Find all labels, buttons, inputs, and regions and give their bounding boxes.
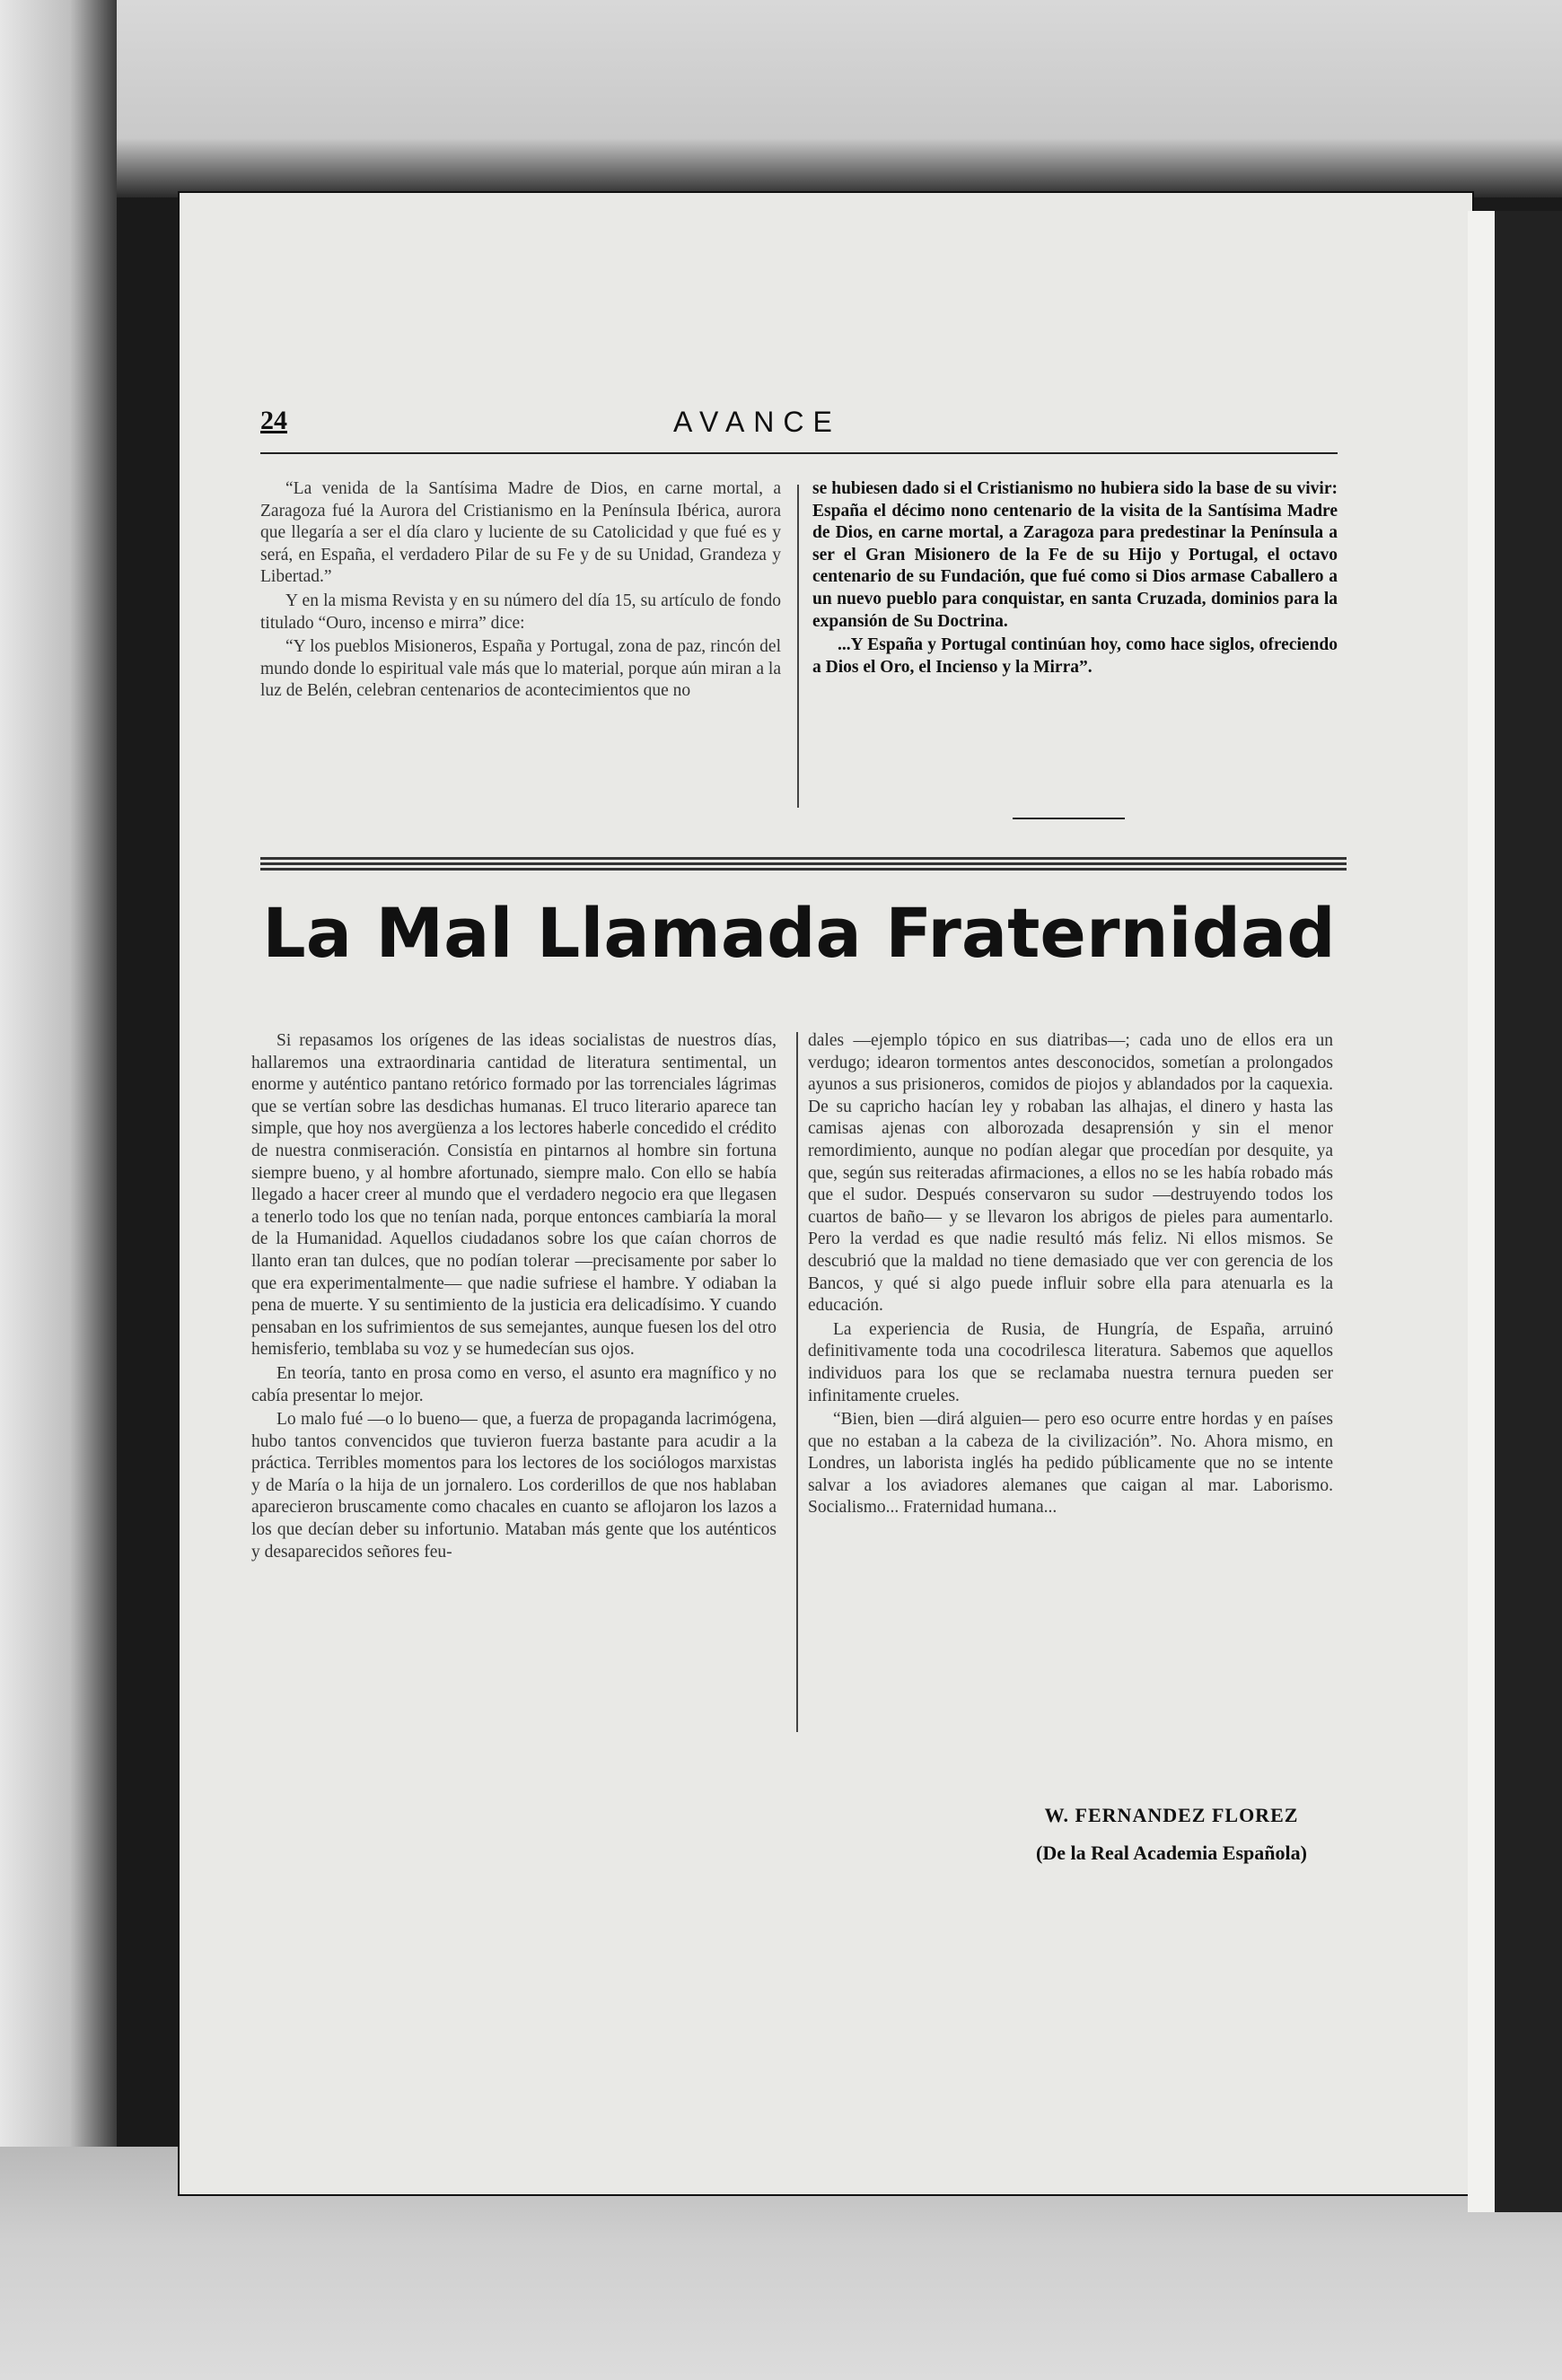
paragraph: Y en la misma Revista y en su número del día 15, su artículo de fondo titulado “Ouro, incenso e mirra” dice: bbox=[260, 591, 781, 633]
column-rule bbox=[796, 1032, 798, 1732]
journal-title: AVANCE bbox=[673, 406, 841, 438]
paragraph: La experiencia de Rusia, de Hungría, de España, arruinó definitivamente toda una cocodrilesca literatura. Sabemos que aquellos individuos para los que se reclamaba nuestra ternura pueden ser infinitamente crueles. bbox=[808, 1319, 1333, 1405]
paragraph: Si repasamos los orígenes de las ideas socialistas de nuestros días, hallaremos una extraordinaria cantidad de literatura sentimental, un enorme y auténtico pantano retórico formado por las torrenciales lágrimas que se vertían sobre las desdichas humanas. El truco literario aparece tan simple, que hoy nos avergüenza a los lectores haberle concedido el crédito de nuestra conmiseración. Consistía en pintarnos al hombre sin fortuna siempre bueno, y al hombre afortunado, siempre malo. Con ello se había llegado a hacer creer al mundo que el verdadero negocio era que llegasen a tenerlo todo los que no tenían nada, porque entonces cambiaría la moral de la Humanidad. Aquellos ciudadanos sobre los que caían chorros de llanto eran tan dulces, que no podían tolerar —precisamente por saber lo que era experimentalmente— que nadie sufriese el hambre. Y odiaban la pena de muerte. Y su sentimiento de la justicia era delicadísimo. Y cuando pensaban en los sufrimientos de sus semejantes, aunque fuesen los del otro hemisferio, temblaba su voz y se humedecían sus ojos. bbox=[251, 1031, 777, 1360]
top-article-left-column bbox=[260, 478, 781, 704]
article-signature bbox=[983, 1804, 1360, 1865]
paragraph: “La venida de la Santísima Madre de Dios, en carne mortal, a Zaragoza fué la Aurora del Cristianismo en la Península Ibérica, aurora que llegaría a ser el día claro y luciente de su Catolicidad y que fué es y será, en España, el verdadero Pilar de su Fe y de su Unidad, Grandeza y Libertad.” bbox=[260, 479, 781, 587]
page-edge bbox=[1468, 211, 1495, 2212]
closing-rule bbox=[1013, 818, 1125, 819]
page-number: 24 bbox=[260, 406, 287, 435]
article-right-column bbox=[808, 1030, 1333, 1521]
article-title: La Mal Llamada Fraternidad bbox=[262, 893, 1336, 973]
paragraph: “Y los pueblos Misioneros, España y Portugal, zona de paz, rincón del mundo donde lo espiritual vale más que lo material, porque aún miran a la luz de Belén, celebran centenarios de acontecimientos que no bbox=[260, 637, 781, 701]
scan-edge-right bbox=[1495, 211, 1562, 2212]
paragraph: ...Y España y Portugal continúan hoy, como hace siglos, ofreciendo a Dios el Oro, el Incienso y la Mirra”. bbox=[812, 635, 1338, 677]
section-divider bbox=[260, 857, 1347, 875]
author-affiliation: (De la Real Academia Española) bbox=[1036, 1842, 1307, 1864]
paragraph: se hubiesen dado si el Cristianismo no hubiera sido la base de su vivir: España el décimo nono centenario de la visita de la Santísima Madre de Dios, en carne mortal, a Zaragoza para predestinar la Península a ser el Gran Misionero de la Fe de su Hijo y Portugal, el octavo centenario de su Fundación, que fué como si Dios armase Caballero a un nuevo pueblo para conquistar, en santa Cruzada, dominios para la expansión de Su Doctrina. bbox=[812, 479, 1338, 631]
article-left-column bbox=[251, 1030, 777, 1565]
column-rule bbox=[797, 485, 799, 808]
paragraph: dales —ejemplo tópico en sus diatribas—; cada uno de ellos era un verdugo; idearon tormentos antes desconocidos, sometían a prolongados ayunos a sus prisioneros, comidos de piojos y ablandados por la caquexia. De su capricho hacían ley y robaban las alhajas, el dinero y hasta las camisas ajenas con alborozada desaprensión y sin el menor remordimiento, aunque no podían alegar que procedían por desquite, ya que, según sus reiteradas afirmaciones, a ellos no se les había robado más que el sudor. Después conservaron su sudor —destruyendo todos los cuartos de baño— y se llevaron los abrigos de pieles para aumentarlo. Pero la verdad es que nadie resultó más feliz. Ni ellos mismos. Se descubrió que la maldad no tiene demasiado que ver con gerencia de los Bancos, y qué si algo puede influir sobre ella para atenuarla es la educación. bbox=[808, 1031, 1333, 1316]
paragraph: “Bien, bien —dirá alguien— pero eso ocurre entre hordas y en países que no estaban a la cabeza de la civilización”. No. Ahora mismo, en Londres, un laborista inglés ha pedido públicamente que no se intente salvar a los aviadores alemanes que caigan al mar. Laborismo. Socialismo... Fraternidad humana... bbox=[808, 1410, 1333, 1518]
paragraph: En teoría, tanto en prosa como en verso, el asunto era magnífico y no cabía presentar lo mejor. bbox=[251, 1363, 777, 1405]
page-header bbox=[260, 406, 1338, 454]
top-article-right-column bbox=[812, 478, 1338, 680]
scan-background-top bbox=[0, 0, 1562, 197]
paragraph: Lo malo fué —o lo bueno— que, a fuerza de propaganda lacrimógena, hubo tantos convencidos que tuvieron fuerza bastante para acudir a la práctica. Terribles momentos para los lectores de los sociólogos marxistas y de María o la hija de un jornalero. Los corderillos de que nos hablaban aparecieron bruscamente como chacales en cuanto se aflojaron los lazos a los que decían deber su infortunio. Mataban más gente que los auténticos y desaparecidos señores feu- bbox=[251, 1410, 777, 1562]
scan-background-left bbox=[0, 0, 117, 2380]
author-name: W. FERNANDEZ FLOREZ bbox=[1044, 1804, 1299, 1826]
